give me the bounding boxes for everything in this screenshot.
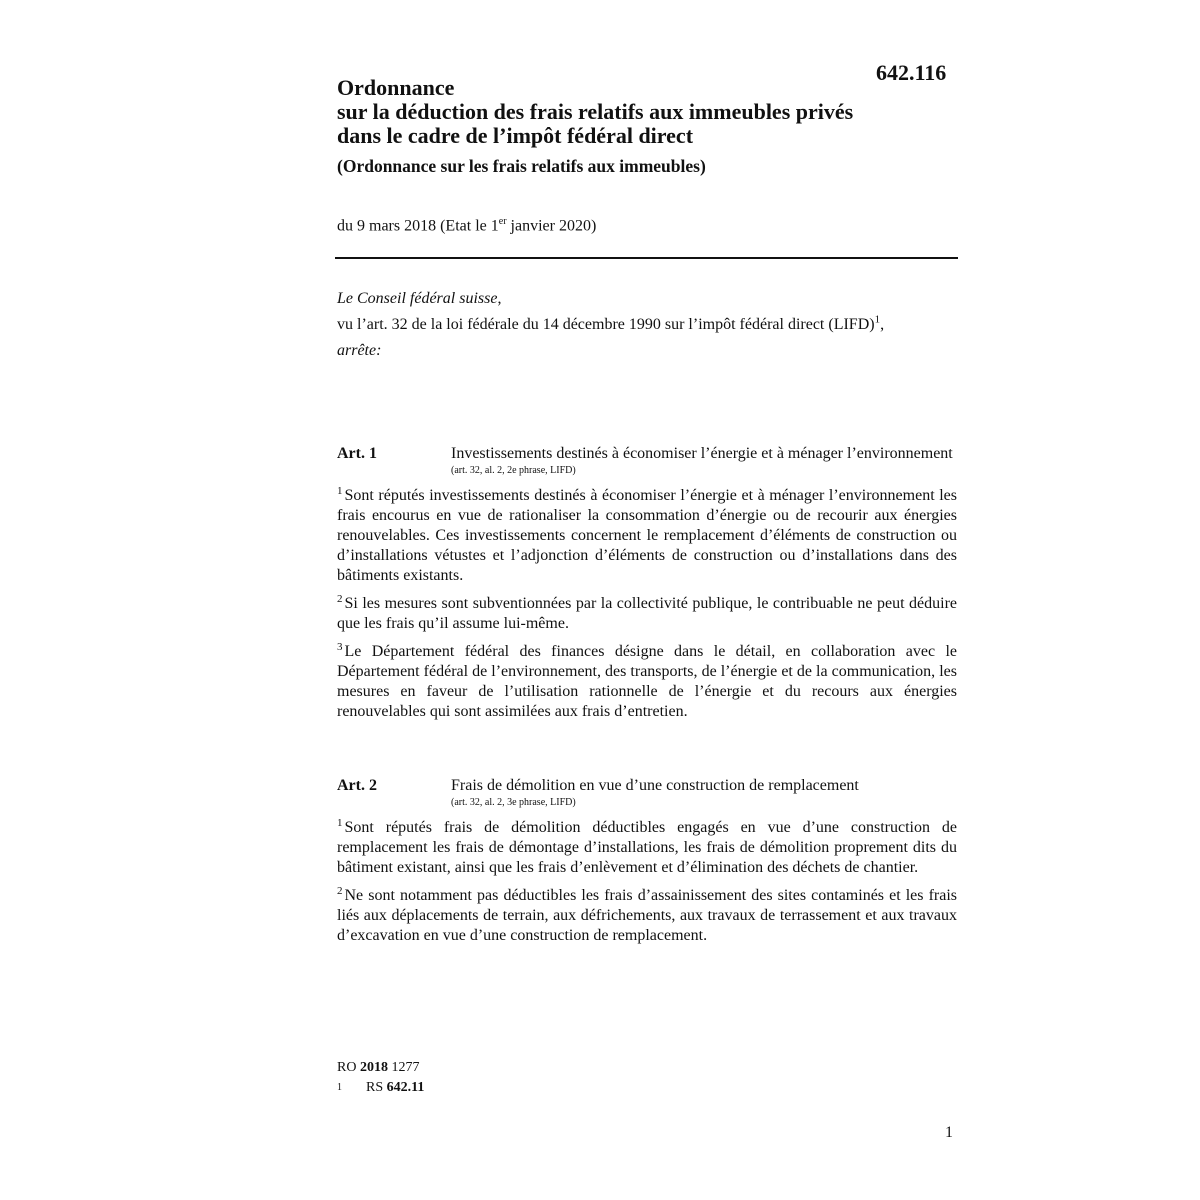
header-divider xyxy=(335,257,958,259)
footnote-ref-1[interactable]: 1 xyxy=(874,313,881,326)
article-1-head xyxy=(337,444,957,478)
para-text: Ne sont notamment pas déductibles les frais d’assainissement des sites contaminés et les frais liés aux déplacements de terrain, aux défrichements, aux travaux de terrassement et aux travaux d’excavation en vue d’une construction de remplacement. xyxy=(337,887,957,944)
para-text: Le Département fédéral des finances désigne dans le détail, en collaboration avec le Département fédéral de l’environnement, des transports, de l’énergie et de la communication, les mesures en faveur de l’utilisation rationnelle de l’énergie et du recours aux énergies renouvelables qui sont assimilées aux frais d’entretien. xyxy=(337,643,957,720)
title-line-1: Ordonnance xyxy=(337,75,455,100)
decree: arrête: xyxy=(337,342,382,359)
article-2-number: Art. 2 xyxy=(337,777,377,794)
article-2 xyxy=(337,776,957,946)
para-number: 2 xyxy=(337,884,343,897)
title-block xyxy=(337,76,957,177)
para-text: Si les mesures sont subventionnées par la collectivité publique, le contribuable ne peut déduire que les frais qu’il assume lui-même. xyxy=(337,595,957,632)
date-prefix: du 9 mars 2018 (Etat le 1 xyxy=(337,217,499,235)
authority-comma: , xyxy=(497,290,502,307)
title-line-3: dans le cadre de l’impôt fédéral direct xyxy=(337,123,694,148)
para-number: 3 xyxy=(337,640,343,653)
ro-reference xyxy=(337,1058,424,1078)
article-2-para-2 xyxy=(337,886,957,946)
article-1-title: Investissements destinés à économiser l’énergie et à ménager l’environnement xyxy=(451,445,953,462)
legal-basis: vu l’art. 32 de la loi fédérale du 14 décembre 1990 sur l’impôt fédéral direct (LIFD) xyxy=(337,316,875,333)
para-text: Sont réputés frais de démolition déductibles engagés en vue d’une construction de remplacement les frais de démontage d’installations, les frais de démolition proprement dits du bâtiment existant, ainsi que les frais d’enlèvement et d’élimination des déchets de chantier. xyxy=(337,819,957,876)
ro-year: 2018 xyxy=(359,1060,388,1075)
article-2-para-1 xyxy=(337,818,957,878)
authority: Le Conseil fédéral suisse xyxy=(337,290,498,307)
ro-page: 1277 xyxy=(387,1060,420,1075)
footer-notes xyxy=(337,1058,424,1098)
article-1-para-2 xyxy=(337,594,957,634)
title-line-2: sur la déduction des frais relatifs aux immeubles privés xyxy=(337,99,854,124)
article-1-para-1 xyxy=(337,486,957,586)
footnote-1 xyxy=(337,1078,424,1098)
article-1-para-3 xyxy=(337,642,957,722)
preamble xyxy=(337,289,957,361)
para-text: Sont réputés investissements destinés à économiser l’énergie et à ménager l’environnement les frais encourus en vue de rationaliser la consommation d’énergie ou de recourir aux énergies renouvelables. Ces investissements concernent le remplacement d’éléments de construction ou d’installations vétustes et l’adjonction d’éléments de construction ou d’installations dans des bâtiments existants. xyxy=(337,487,957,584)
article-1-ref: (art. 32, al. 2, 2e phrase, LIFD) xyxy=(451,465,576,476)
article-2-head xyxy=(337,776,957,810)
article-2-ref: (art. 32, al. 2, 3e phrase, LIFD) xyxy=(451,797,576,808)
sr-number: 642.116 xyxy=(876,60,947,85)
page-number: 1 xyxy=(945,1124,953,1141)
article-1 xyxy=(337,444,957,722)
para-number: 1 xyxy=(337,484,343,497)
article-2-title: Frais de démolition en vue d’une construction de remplacement xyxy=(451,777,859,794)
footnote-mark: 1 xyxy=(337,1082,342,1093)
footnote-ref: 642.11 xyxy=(386,1080,425,1095)
short-title: (Ordonnance sur les frais relatifs aux immeubles) xyxy=(337,156,706,176)
date-suffix: janvier 2020) xyxy=(506,217,597,235)
para-number: 1 xyxy=(337,816,343,829)
date-sup: er xyxy=(498,216,507,227)
date-line xyxy=(337,216,596,235)
ro-prefix: RO xyxy=(337,1060,360,1075)
para-number: 2 xyxy=(337,592,343,605)
article-1-number: Art. 1 xyxy=(337,445,377,462)
footnote-prefix: RS xyxy=(366,1080,387,1095)
legal-basis-end: , xyxy=(880,316,885,333)
